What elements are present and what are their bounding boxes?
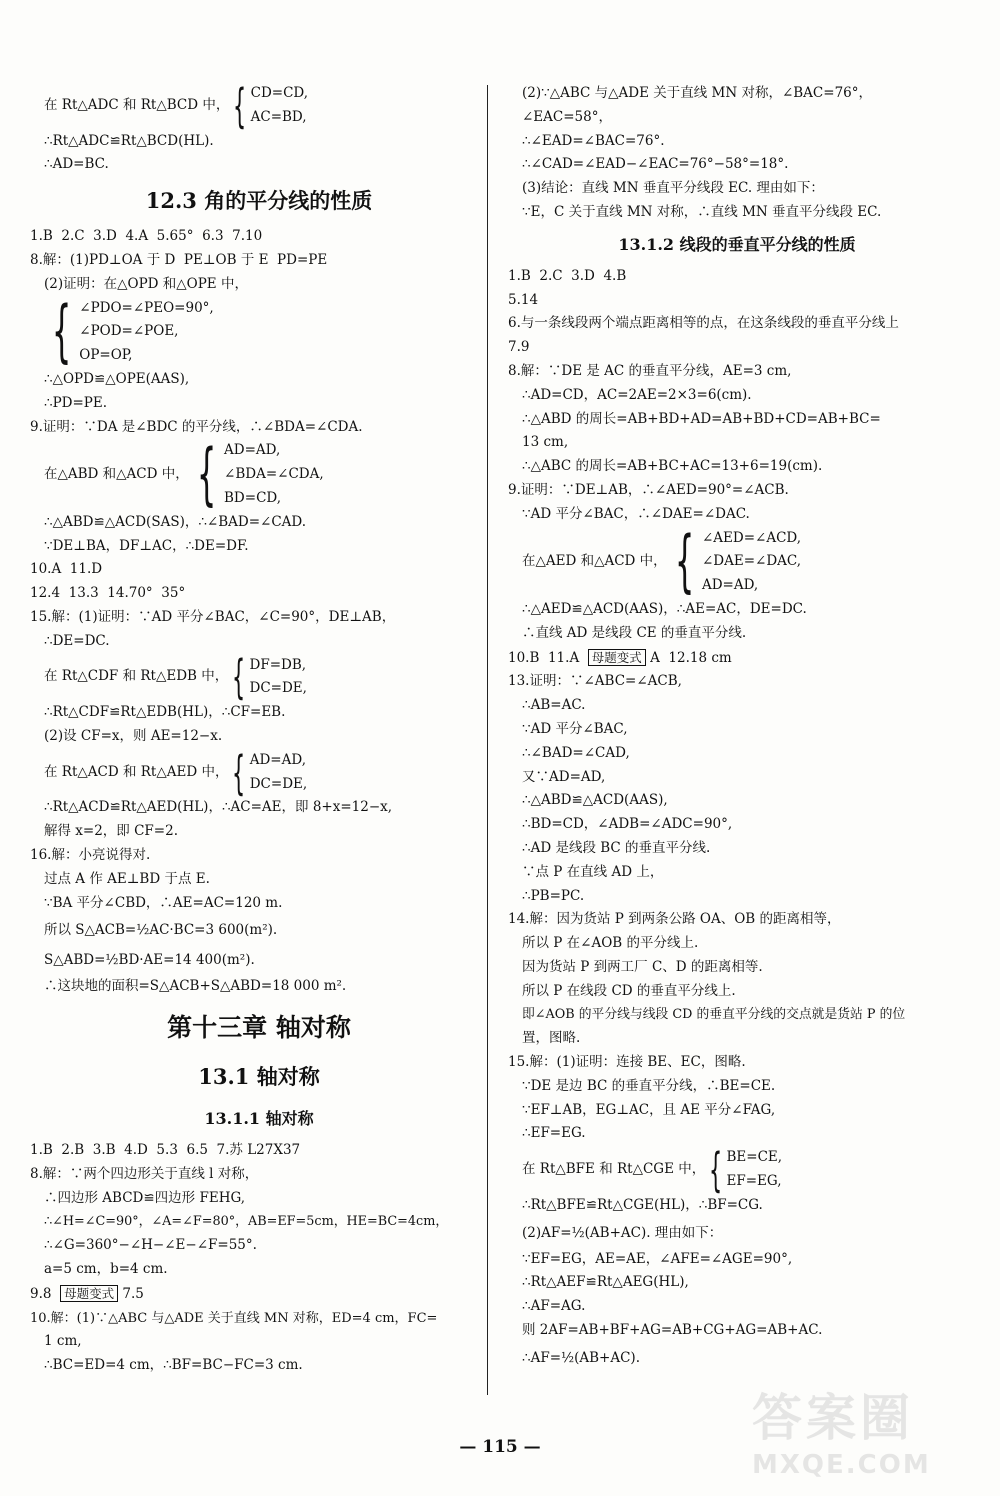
text-line: ∵点 P 在直线 AD 上，	[522, 863, 664, 880]
system-line: AD=AD,	[701, 577, 759, 594]
brace-icon: {	[232, 745, 246, 800]
text-line: ∴直线 AD 是线段 CE 的垂直平分线.	[522, 624, 747, 641]
text-line: ∴DE=DC.	[44, 632, 110, 649]
text-line: ∵DE 是边 BC 的垂直平分线，∴BE=CE.	[522, 1077, 776, 1094]
brace-icon: {	[674, 522, 695, 602]
system-line: AC=BD,	[250, 108, 307, 125]
text-span: A 12.18 cm	[645, 649, 732, 666]
text-line: ∴这块地的面积=S△ACB+S△ABD=18 000 m².	[44, 978, 347, 995]
text-line: ∴∠CAD=∠EAD−∠EAC=76°−58°=18°.	[522, 156, 789, 173]
answer-line: 7.9	[508, 339, 530, 356]
right-column	[508, 82, 966, 1373]
text-line: 所以 P 在线段 CD 的垂直平分线上.	[522, 982, 736, 999]
text-line: ∴AD=CD，AC=2AE=2×3=6(cm).	[522, 386, 752, 403]
text-line: ∴△AED≌△ACD(AAS)，∴AE=AC，DE=DC.	[522, 600, 807, 617]
answer-line: 9.证明：∵DE⊥AB，∴∠AED=90°=∠ACB.	[508, 481, 789, 498]
answer-line: 6.与一条线段两个端点距离相等的点，在这条线段的垂直平分线上	[508, 315, 899, 332]
variant-badge: 母题变式	[588, 649, 646, 666]
system-abd-acd	[30, 435, 488, 515]
system-line: DC=DE,	[249, 775, 308, 792]
answer-line: 8.解：∵DE 是 AC 的垂直平分线，AE=3 cm,	[508, 362, 792, 379]
section-heading: 13.1 轴对称	[198, 1064, 320, 1090]
answer-line: 10.解：(1)∵△ABC 与△ADE 关于直线 MN 对称，ED=4 cm，FC=	[30, 1310, 438, 1326]
text-line: ∵EF=EG，AE=AE，∠AFE=∠AGE=90°,	[522, 1250, 793, 1267]
text-line: (2)AF=½(AB+AC). 理由如下：	[522, 1224, 723, 1241]
system-line: BE=CE,	[726, 1149, 783, 1166]
text-line: 即∠AOB 的平分线与线段 CD 的垂直平分线的交点就是货站 P 的位	[522, 1007, 906, 1023]
system-opd-ope	[30, 292, 488, 372]
text-line: 过点 A 作 AE⊥BD 于点 E.	[44, 870, 210, 887]
text-span: 7.5	[118, 1285, 144, 1302]
text-line: ∵E，C 关于直线 MN 对称，∴直线 MN 垂直平分线段 EC.	[522, 203, 882, 220]
text-line: ∴AF=AG.	[522, 1298, 586, 1315]
text-line: ∴△ABD≌△ACD(SAS)，∴∠BAD=∠CAD.	[44, 513, 307, 530]
text-line: ∵EF⊥AB，EG⊥AC，且 AE 平分∠FAG,	[522, 1101, 776, 1118]
text-line: ∴PD=PE.	[44, 394, 108, 411]
system-acd-aed	[30, 745, 488, 800]
brace-icon: {	[232, 650, 246, 705]
text-line: ∴四边形 ABCD≌四边形 FEHG,	[44, 1189, 246, 1206]
text-line: ∴Rt△AEF≌Rt△AEG(HL),	[522, 1274, 689, 1291]
system-line: BD=CD,	[224, 489, 282, 506]
text-span: 9.8	[30, 1285, 61, 1302]
text-line: 在△AED 和△ACD 中，	[522, 553, 667, 570]
text-line: ∴BD=CD，∠ADB=∠ADC=90°,	[522, 816, 733, 833]
text-line: ∵BA 平分∠CBD，∴AE=AC=120 m.	[44, 894, 283, 911]
text-line: ∴∠G=360°−∠H−∠E−∠F=55°.	[44, 1237, 257, 1254]
text-line: 所以 S△ACB=½AC·BC=3 600(m²).	[44, 922, 278, 939]
answer-line: 8.解：(1)PD⊥OA 于 D PE⊥OB 于 E PD=PE	[30, 251, 328, 268]
watermark-text: 答案圈	[752, 1389, 914, 1447]
text-line: 在 Rt△ADC 和 Rt△BCD 中，	[44, 96, 230, 113]
system-line: AD=AD,	[249, 751, 307, 768]
answer-line: 12.4 13.3 14.70° 35°	[30, 585, 186, 602]
text-line: (2)∵△ABC 与△ADE 关于直线 MN 对称，∠BAC=76°，	[522, 85, 873, 101]
watermark-url: MXQE.COM	[752, 1450, 931, 1480]
text-line: ∴Rt△ACD≌Rt△AED(HL)，∴AC=AE，即 8+x=12−x,	[44, 799, 393, 816]
system-bfe-cge	[508, 1143, 966, 1198]
text-line: ∴Rt△CDF≌Rt△EDB(HL)，∴CF=EB.	[44, 704, 286, 721]
answer-line: 1.B 2.B 3.B 4.D 5.3 6.5 7.苏 L27X37	[30, 1142, 301, 1159]
text-span: 10.B 11.A	[508, 649, 588, 666]
answer-line: 10.A 11.D	[30, 561, 103, 578]
text-line: ∴△ABC 的周长=AB+BC+AC=13+6=19(cm).	[522, 458, 823, 475]
text-line: ∴BC=ED=4 cm，∴BF=BC−FC=3 cm.	[44, 1357, 303, 1374]
answer-line: 14.解：因为货站 P 到两条公路 OA、OB 的距离相等，	[508, 911, 841, 928]
text-line: ∵AD 平分∠BAC,	[522, 720, 628, 737]
text-line: 在 Rt△ACD 和 Rt△AED 中，	[44, 763, 229, 780]
left-column	[30, 78, 488, 1378]
answer-line: 9.证明：∵DA 是∠BDC 的平分线，∴∠BDA=∠CDA.	[30, 418, 363, 435]
answer-line: 1.B 2.C 3.D 4.A 5.65° 6.3 7.10	[30, 228, 263, 245]
system-line: ∠POD=∠POE,	[79, 323, 179, 340]
brace-icon: {	[51, 292, 72, 372]
text-line: ∴EF=EG.	[522, 1125, 586, 1142]
answer-line: 8.解：∵两个四边形关于直线 l 对称，	[30, 1165, 259, 1182]
text-line: 所以 P 在∠AOB 的平分线上.	[522, 935, 699, 952]
text-line: ∵AD 平分∠BAC，∴∠DAE=∠DAC.	[522, 505, 750, 522]
text-line: 则 2AF=AB+BF+AG=AB+CG+AG=AB+AC.	[522, 1322, 823, 1339]
text-line: (2)设 CF=x，则 AE=12−x.	[44, 727, 223, 744]
watermark-logo	[752, 1378, 982, 1488]
page-number: — 115 —	[459, 1437, 541, 1457]
text-line: 13 cm,	[522, 434, 569, 451]
column-divider	[487, 85, 488, 1395]
system-line: CD=CD,	[250, 85, 309, 101]
text-line: ∴△ABD 的周长=AB+BD+AD=AB+BD+CD=AB+BC=	[522, 410, 881, 427]
system-line: ∠DAE=∠DAC,	[701, 553, 802, 570]
text-line: ∴AB=AC.	[522, 697, 586, 714]
text-line: S△ABD=½BD·AE=14 400(m²).	[44, 952, 255, 969]
system-line: ∠BDA=∠CDA,	[224, 466, 324, 483]
text-line: ∴PB=PC.	[522, 887, 585, 904]
text-line: ∴AD 是线段 BC 的垂直平分线.	[522, 839, 711, 856]
answer-line: 15.解：(1)证明：∵AD 平分∠BAC，∠C=90°，DE⊥AB，	[30, 608, 396, 625]
text-line: ∴AD=BC.	[44, 156, 109, 173]
text-line: ∴∠H=∠C=90°，∠A=∠F=80°，AB=EF=5cm，HE=BC=4cm，	[44, 1214, 449, 1230]
system-line: AD=AD,	[224, 442, 281, 459]
variant-badge: 母题变式	[60, 1285, 118, 1302]
text-line: ∴Rt△BFE≌Rt△CGE(HL)，∴BF=CG.	[522, 1196, 763, 1213]
system-rt-adc-bcd	[30, 78, 488, 133]
system-line: DF=DB,	[249, 656, 307, 673]
text-line: 在 Rt△BFE 和 Rt△CGE 中，	[522, 1161, 706, 1178]
text-line: 在△ABD 和△ACD 中，	[44, 466, 189, 483]
text-line: 在 Rt△CDF 和 Rt△EDB 中，	[44, 668, 229, 685]
text-line: ∴△OPD≌△OPE(AAS),	[44, 370, 190, 387]
answer-line: 5.14	[508, 291, 539, 308]
system-line: OP=OP,	[79, 347, 133, 364]
system-aed-acd	[508, 522, 966, 602]
text-line: ∵DE⊥BA，DF⊥AC，∴DE=DF.	[44, 537, 249, 554]
subsection-heading: 13.1.1 轴对称	[204, 1109, 314, 1129]
system-line: EF=EG,	[726, 1173, 782, 1190]
brace-icon: {	[709, 1143, 723, 1198]
text-line: 因为货站 P 到两工厂 C、D 的距离相等.	[522, 958, 763, 975]
answer-line	[30, 1282, 488, 1307]
system-line: ∠PDO=∠PEO=90°,	[79, 299, 214, 316]
system-line: DC=DE,	[249, 680, 307, 697]
answer-line: 1.B 2.C 3.D 4.B	[508, 267, 627, 284]
text-line: ∴∠BAD=∠CAD,	[522, 744, 630, 761]
answer-line: 15.解：(1)证明：连接 BE、EC，图略.	[508, 1054, 746, 1071]
text-line: ∴AF=½(AB+AC).	[522, 1349, 640, 1366]
answer-line: 13.证明：∵∠ABC=∠ACB,	[508, 673, 682, 690]
system-line: ∠AED=∠ACD,	[701, 529, 802, 546]
text-line: (3)结论：直线 MN 垂直平分线段 EC. 理由如下：	[522, 180, 824, 197]
text-line: 解得 x=2，即 CF=2.	[44, 823, 178, 840]
text-line: ∴Rt△ADC≌Rt△BCD(HL).	[44, 132, 214, 149]
system-cdf-edb	[30, 650, 488, 705]
text-line: 又∵AD=AD,	[522, 768, 606, 785]
section-heading: 12.3 角的平分线的性质	[145, 188, 373, 214]
subsection-heading: 13.1.2 线段的垂直平分线的性质	[618, 234, 856, 254]
text-line: ∴∠EAD=∠BAC=76°.	[522, 132, 665, 149]
brace-icon: {	[233, 78, 247, 133]
text-line: 1 cm,	[44, 1333, 82, 1350]
answer-line: 16.解：小亮说得对.	[30, 846, 151, 863]
text-line: ∴△ABD≌△ACD(AAS),	[522, 792, 668, 809]
brace-icon: {	[196, 435, 217, 515]
text-line: a=5 cm，b=4 cm.	[44, 1261, 168, 1278]
text-line: 置，图略.	[522, 1030, 581, 1047]
text-line: (2)证明：在△OPD 和△OPE 中，	[44, 275, 248, 292]
chapter-heading: 第十三章 轴对称	[167, 1013, 351, 1043]
text-line: ∠EAC=58°，	[522, 108, 612, 125]
answer-line	[508, 646, 966, 671]
